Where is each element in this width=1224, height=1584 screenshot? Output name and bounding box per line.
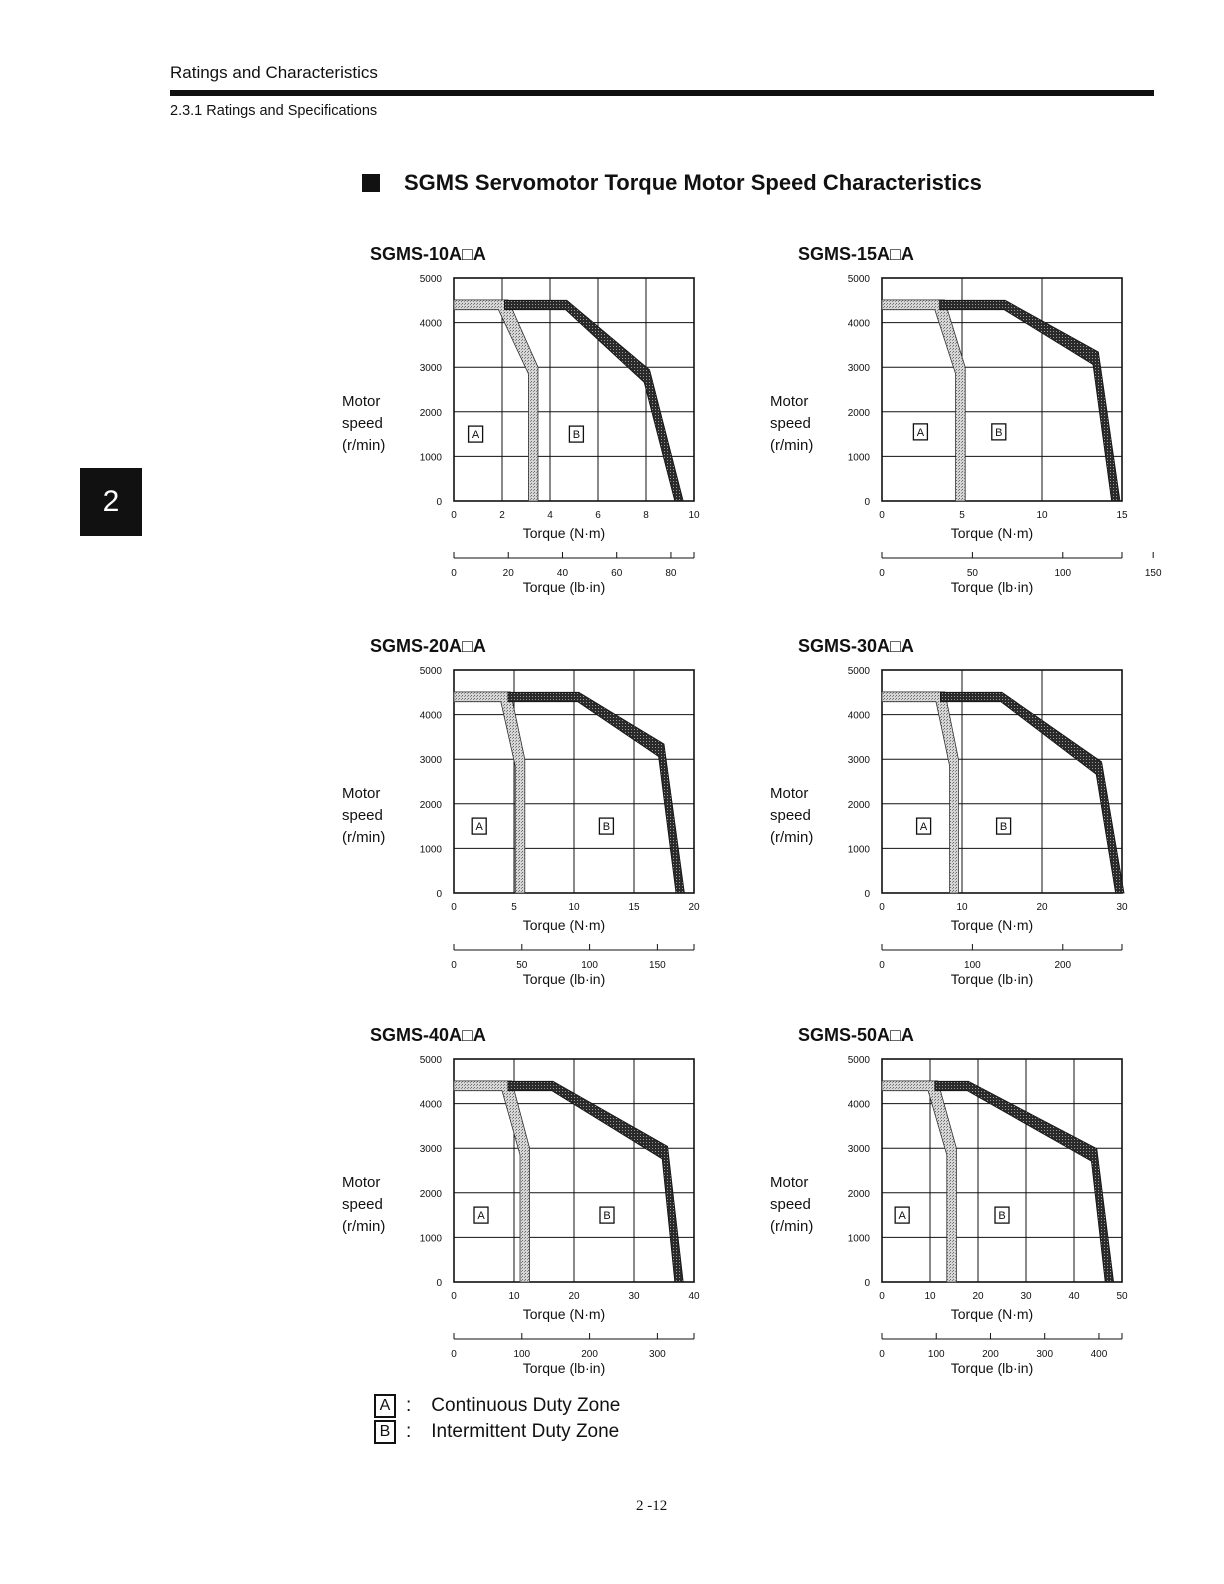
y-tick-label: 0 <box>864 497 870 508</box>
y-axis-label-line: speed <box>770 1196 811 1213</box>
x-tick-label: 10 <box>924 1291 936 1302</box>
x-tick-label: 0 <box>879 1291 885 1302</box>
y-tick-label: 2000 <box>847 407 870 419</box>
x-tick-label: 15 <box>628 902 640 913</box>
secondary-tick-label: 0 <box>879 960 885 971</box>
x-axis-label: Torque (N·m) <box>950 1306 1034 1322</box>
x-tick-label: 40 <box>688 1291 700 1302</box>
chart-title: SGMS-15A□A <box>798 244 914 264</box>
x-tick-label: 5 <box>511 902 517 913</box>
chart-svg-1 <box>764 240 1162 610</box>
zone-label-a: A <box>919 821 928 834</box>
x-axis-label: Torque (N·m) <box>950 917 1034 933</box>
secondary-tick-label: 80 <box>665 568 677 579</box>
secondary-tick-label: 400 <box>1090 1349 1108 1360</box>
zone-label-b: B <box>602 821 611 834</box>
x-tick-label: 30 <box>1116 902 1128 913</box>
secondary-axis-label: Torque (lb·in) <box>950 579 1034 595</box>
chart-title: SGMS-50A□A <box>798 1025 914 1045</box>
x-axis-label: Torque (N·m) <box>522 1306 606 1322</box>
secondary-tick-label: 0 <box>879 568 885 579</box>
bullet-square-icon <box>362 174 380 192</box>
y-axis-label-line: speed <box>342 807 383 824</box>
zone-label-a: A <box>898 1210 906 1223</box>
x-tick-label: 0 <box>451 1291 457 1302</box>
secondary-tick-label: 100 <box>581 960 598 971</box>
secondary-tick-label: 150 <box>649 960 666 971</box>
y-tick-label: 3000 <box>847 363 870 375</box>
secondary-tick-label: 0 <box>451 1349 457 1360</box>
secondary-tick-label: 100 <box>1054 568 1072 579</box>
secondary-tick-label: 300 <box>1036 1349 1054 1360</box>
y-tick-label: 4000 <box>419 710 442 722</box>
zone-label-a: A <box>477 1210 485 1223</box>
legend-row-a: A : Continuous Duty Zone <box>374 1393 620 1419</box>
y-axis-label-line: (r/min) <box>770 829 814 846</box>
x-tick-label: 20 <box>1036 902 1048 913</box>
x-tick-label: 40 <box>1068 1291 1080 1302</box>
y-axis-label-line: speed <box>342 415 383 432</box>
y-tick-label: 2000 <box>419 1188 442 1200</box>
legend-key-a: A <box>374 1394 396 1418</box>
chart-sgms-50a <box>764 1021 1144 1391</box>
y-tick-label: 5000 <box>847 274 870 285</box>
y-tick-label: 1000 <box>419 844 442 856</box>
y-axis-label-line: Motor <box>342 393 381 410</box>
secondary-tick-label: 200 <box>581 1349 598 1360</box>
secondary-tick-label: 100 <box>927 1349 945 1360</box>
zone-label-b: B <box>995 426 1003 439</box>
section-title-text: SGMS Servomotor Torque Motor Speed Characteristics <box>404 170 982 195</box>
secondary-tick-label: 20 <box>502 568 514 579</box>
y-tick-label: 2000 <box>419 799 442 811</box>
y-tick-label: 5000 <box>847 1055 870 1066</box>
y-tick-label: 2000 <box>419 407 442 419</box>
y-tick-label: 0 <box>864 889 870 900</box>
y-tick-label: 3000 <box>847 755 870 767</box>
zone-label-b: B <box>603 1210 611 1223</box>
plot-frame <box>882 670 1122 893</box>
y-tick-label: 5000 <box>419 666 442 677</box>
x-axis-label: Torque (N·m) <box>950 525 1034 541</box>
secondary-tick-label: 150 <box>1144 568 1162 579</box>
zone-label-a: A <box>916 426 925 439</box>
chart-svg-2 <box>336 632 716 1002</box>
header-rule <box>170 90 1154 96</box>
legend <box>374 1393 620 1445</box>
chart-title: SGMS-30A□A <box>798 636 914 656</box>
y-tick-label: 4000 <box>847 318 870 330</box>
chart-svg-0 <box>336 240 716 610</box>
x-tick-label: 0 <box>451 902 457 913</box>
x-tick-label: 10 <box>956 902 968 913</box>
chart-sgms-40a <box>336 1021 716 1391</box>
secondary-tick-label: 40 <box>556 568 569 579</box>
secondary-tick-label: 300 <box>649 1349 666 1360</box>
x-tick-label: 10 <box>508 1291 520 1302</box>
y-tick-label: 2000 <box>847 799 870 811</box>
y-axis-label-line: speed <box>770 807 811 824</box>
x-tick-label: 20 <box>568 1291 580 1302</box>
y-tick-label: 4000 <box>847 710 870 722</box>
plot-frame <box>882 278 1122 501</box>
chart-sgms-15a <box>764 240 1162 610</box>
x-tick-label: 50 <box>1116 1291 1128 1302</box>
y-axis-label-line: (r/min) <box>342 829 386 846</box>
secondary-tick-label: 50 <box>966 568 978 579</box>
zone-label-b: B <box>999 821 1008 834</box>
chart-svg-3 <box>764 632 1144 1002</box>
y-tick-label: 2000 <box>847 1188 870 1200</box>
chapter-tab: 2 <box>80 468 142 536</box>
zone-label-b: B <box>998 1210 1006 1223</box>
chart-title: SGMS-40A□A <box>370 1025 486 1045</box>
plot-frame <box>882 1059 1122 1282</box>
header-section-title: Ratings and Characteristics <box>170 63 378 82</box>
chart-sgms-30a <box>764 632 1144 1002</box>
y-tick-label: 0 <box>436 889 442 900</box>
x-tick-label: 30 <box>1020 1291 1032 1302</box>
chart-sgms-10a <box>336 240 716 610</box>
legend-label-b: Intermittent Duty Zone <box>431 1421 620 1442</box>
x-tick-label: 30 <box>628 1291 640 1302</box>
y-tick-label: 3000 <box>847 1144 870 1156</box>
y-axis-label-line: speed <box>770 415 811 432</box>
y-tick-label: 0 <box>436 1278 442 1289</box>
x-axis-label: Torque (N·m) <box>522 917 606 933</box>
secondary-axis-label: Torque (lb·in) <box>522 579 606 595</box>
y-axis-label-line: Motor <box>342 785 381 802</box>
secondary-tick-label: 200 <box>1054 960 1072 971</box>
y-tick-label: 3000 <box>419 1144 442 1156</box>
y-axis-label-line: (r/min) <box>770 437 814 454</box>
page-number: 2 -12 <box>636 1498 668 1514</box>
y-tick-label: 1000 <box>419 1233 442 1245</box>
secondary-axis-label: Torque (lb·in) <box>522 1360 606 1376</box>
y-axis-label-line: Motor <box>770 1174 809 1191</box>
y-axis-label-line: (r/min) <box>770 1218 814 1235</box>
y-tick-label: 5000 <box>419 1055 442 1066</box>
y-tick-label: 1000 <box>419 452 442 464</box>
chart-svg-5 <box>764 1021 1144 1391</box>
secondary-tick-label: 0 <box>451 568 457 579</box>
y-tick-label: 3000 <box>419 755 442 767</box>
chart-svg-4 <box>336 1021 716 1391</box>
secondary-tick-label: 100 <box>513 1349 531 1360</box>
secondary-tick-label: 0 <box>879 1349 885 1360</box>
secondary-axis-label: Torque (lb·in) <box>522 971 606 987</box>
y-axis-label-line: (r/min) <box>342 1218 386 1235</box>
y-tick-label: 4000 <box>847 1099 870 1111</box>
x-tick-label: 0 <box>451 510 457 521</box>
y-axis-label-line: Motor <box>770 393 809 410</box>
x-axis-label: Torque (N·m) <box>522 525 606 541</box>
chart-sgms-20a <box>336 632 716 1002</box>
chart-title: SGMS-20A□A <box>370 636 486 656</box>
legend-row-b: B : Intermittent Duty Zone <box>374 1419 620 1445</box>
y-tick-label: 0 <box>864 1278 870 1289</box>
y-tick-label: 3000 <box>419 363 442 375</box>
x-tick-label: 20 <box>972 1291 984 1302</box>
secondary-tick-label: 50 <box>516 960 528 971</box>
x-tick-label: 10 <box>568 902 580 913</box>
y-tick-label: 4000 <box>419 1099 442 1111</box>
section-title <box>362 170 982 196</box>
x-tick-label: 20 <box>688 902 700 913</box>
y-tick-label: 1000 <box>847 1233 870 1245</box>
x-tick-label: 8 <box>643 510 649 521</box>
secondary-tick-label: 60 <box>611 568 623 579</box>
y-axis-label-line: speed <box>342 1196 383 1213</box>
secondary-axis-label: Torque (lb·in) <box>950 1360 1034 1376</box>
chart-title: SGMS-10A□A <box>370 244 486 264</box>
secondary-tick-label: 0 <box>451 960 457 971</box>
secondary-tick-label: 200 <box>982 1349 999 1360</box>
x-tick-label: 0 <box>879 902 885 913</box>
y-tick-label: 1000 <box>847 844 870 856</box>
legend-label-a: Continuous Duty Zone <box>431 1395 621 1416</box>
x-tick-label: 15 <box>1116 510 1128 521</box>
x-tick-label: 2 <box>499 510 505 521</box>
x-tick-label: 10 <box>1036 510 1048 521</box>
y-axis-label-line: Motor <box>770 785 809 802</box>
secondary-tick-label: 100 <box>964 960 981 971</box>
x-tick-label: 5 <box>959 510 965 521</box>
x-tick-label: 4 <box>547 510 553 521</box>
y-tick-label: 4000 <box>419 318 442 330</box>
zone-label-a: A <box>475 821 483 834</box>
y-tick-label: 5000 <box>847 666 870 677</box>
y-axis-label-line: (r/min) <box>342 437 386 454</box>
y-tick-label: 5000 <box>419 274 442 285</box>
y-tick-label: 0 <box>436 497 442 508</box>
zone-label-a: A <box>471 429 480 442</box>
y-tick-label: 1000 <box>847 452 870 464</box>
x-tick-label: 10 <box>688 510 700 521</box>
x-tick-label: 0 <box>879 510 885 521</box>
y-axis-label-line: Motor <box>342 1174 381 1191</box>
secondary-axis-label: Torque (lb·in) <box>950 971 1034 987</box>
zone-label-b: B <box>572 429 581 442</box>
x-tick-label: 6 <box>595 510 601 521</box>
legend-key-b: B <box>374 1420 396 1444</box>
header-subsection: 2.3.1 Ratings and Specifications <box>170 103 378 119</box>
